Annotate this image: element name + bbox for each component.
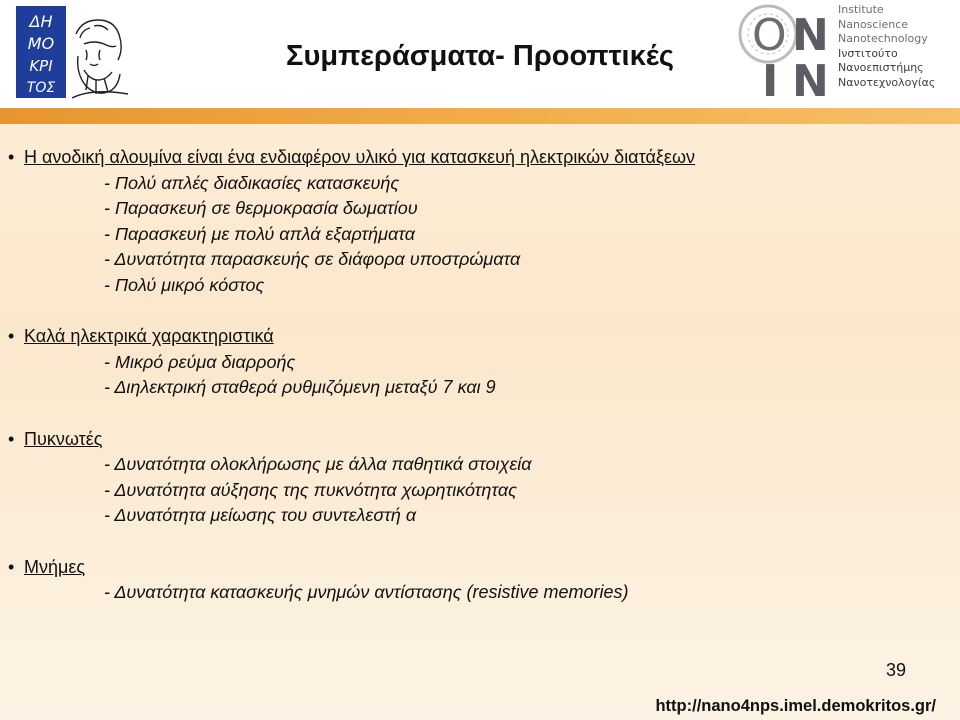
slide-title: Συμπεράσματα- Προοπτικές [286,40,674,72]
bullet-heading [8,145,948,171]
institute-line: Institute [838,3,884,16]
institute-line: Νανοτεχνολογίας [838,75,936,89]
bullet-heading-text: Πυκνωτές [24,428,103,449]
institute-line: Νανοεπιστήμης [838,61,924,75]
slide-header [0,0,960,108]
logo-text-line: ΚΡΙ [29,57,53,75]
sub-item: - Δυνατότητα κατασκευής μνημών αντίστασης (resistive memories) [104,582,629,603]
bullet-heading [8,427,948,453]
institute-line: Nanoscience [838,17,909,31]
sub-item: - Δυνατότητα αύξησης της πυκνότητα χωρητικότητας [104,479,517,500]
bullet-heading-text: Μνήμες [24,556,86,577]
logo-letter: I [762,56,779,102]
sub-item: - Παρασκευή με πολύ απλά εξαρτήματα [104,223,415,244]
institute-line: Nanotechnology [838,32,928,46]
page-number: 39 [885,660,906,680]
bullet-section [8,145,948,299]
bullet-icon: • [8,556,15,577]
bullet-section [8,324,948,401]
logo-letter: N [792,10,829,61]
institute-line: Ινστιτούτο [838,46,898,60]
bullet-heading-text: Η ανοδική αλουμίνα είναι ένα ενδιαφέρον υλικό για κατασκευή ηλεκτρικών διατάξεων [24,147,695,167]
institute-name [838,3,956,91]
sub-item: - Παρασκευή σε θερμοκρασία δωματίου [104,198,418,219]
sub-item: - Δυνατότητα ολοκλήρωσης με άλλα παθητικά στοιχεία [104,454,532,475]
sub-item: - Δυνατότητα μείωσης του συντελεστή α [104,505,417,526]
slide-body [8,145,948,631]
sub-item: - Διηλεκτρική σταθερά ρυθμιζόμενη μεταξύ 7 και 9 [104,377,496,398]
bullet-icon: • [8,147,15,167]
inn-logo [736,2,836,102]
logo-letter: N [792,56,829,102]
bullet-heading [8,324,948,350]
logo-text-line: ΤΟΣ [26,80,56,96]
sub-item: - Πολύ απλές διαδικασίες κατασκευής [104,172,400,193]
sub-item: - Δυνατότητα παρασκευής σε διάφορα υποστρώματα [104,249,521,270]
footer-url: http://nano4nps.imel.demokritos.gr/ [655,697,936,715]
bullet-heading [8,555,948,581]
bullet-section [8,555,948,606]
header-accent-bar [0,108,960,124]
bullet-icon: • [8,428,15,449]
bullet-icon: • [8,326,15,347]
logo-text-line: ΔΗ [29,12,53,31]
bullet-heading-text: Καλά ηλεκτρικά χαρακτηριστικά [24,326,274,347]
bullet-section [8,427,948,529]
sub-item: - Πολύ μικρό κόστος [104,274,265,295]
logo-text-line: ΜΟ [27,34,55,53]
logo-letter: O [752,10,787,61]
sub-item: - Μικρό ρεύμα διαρροής [104,351,296,372]
